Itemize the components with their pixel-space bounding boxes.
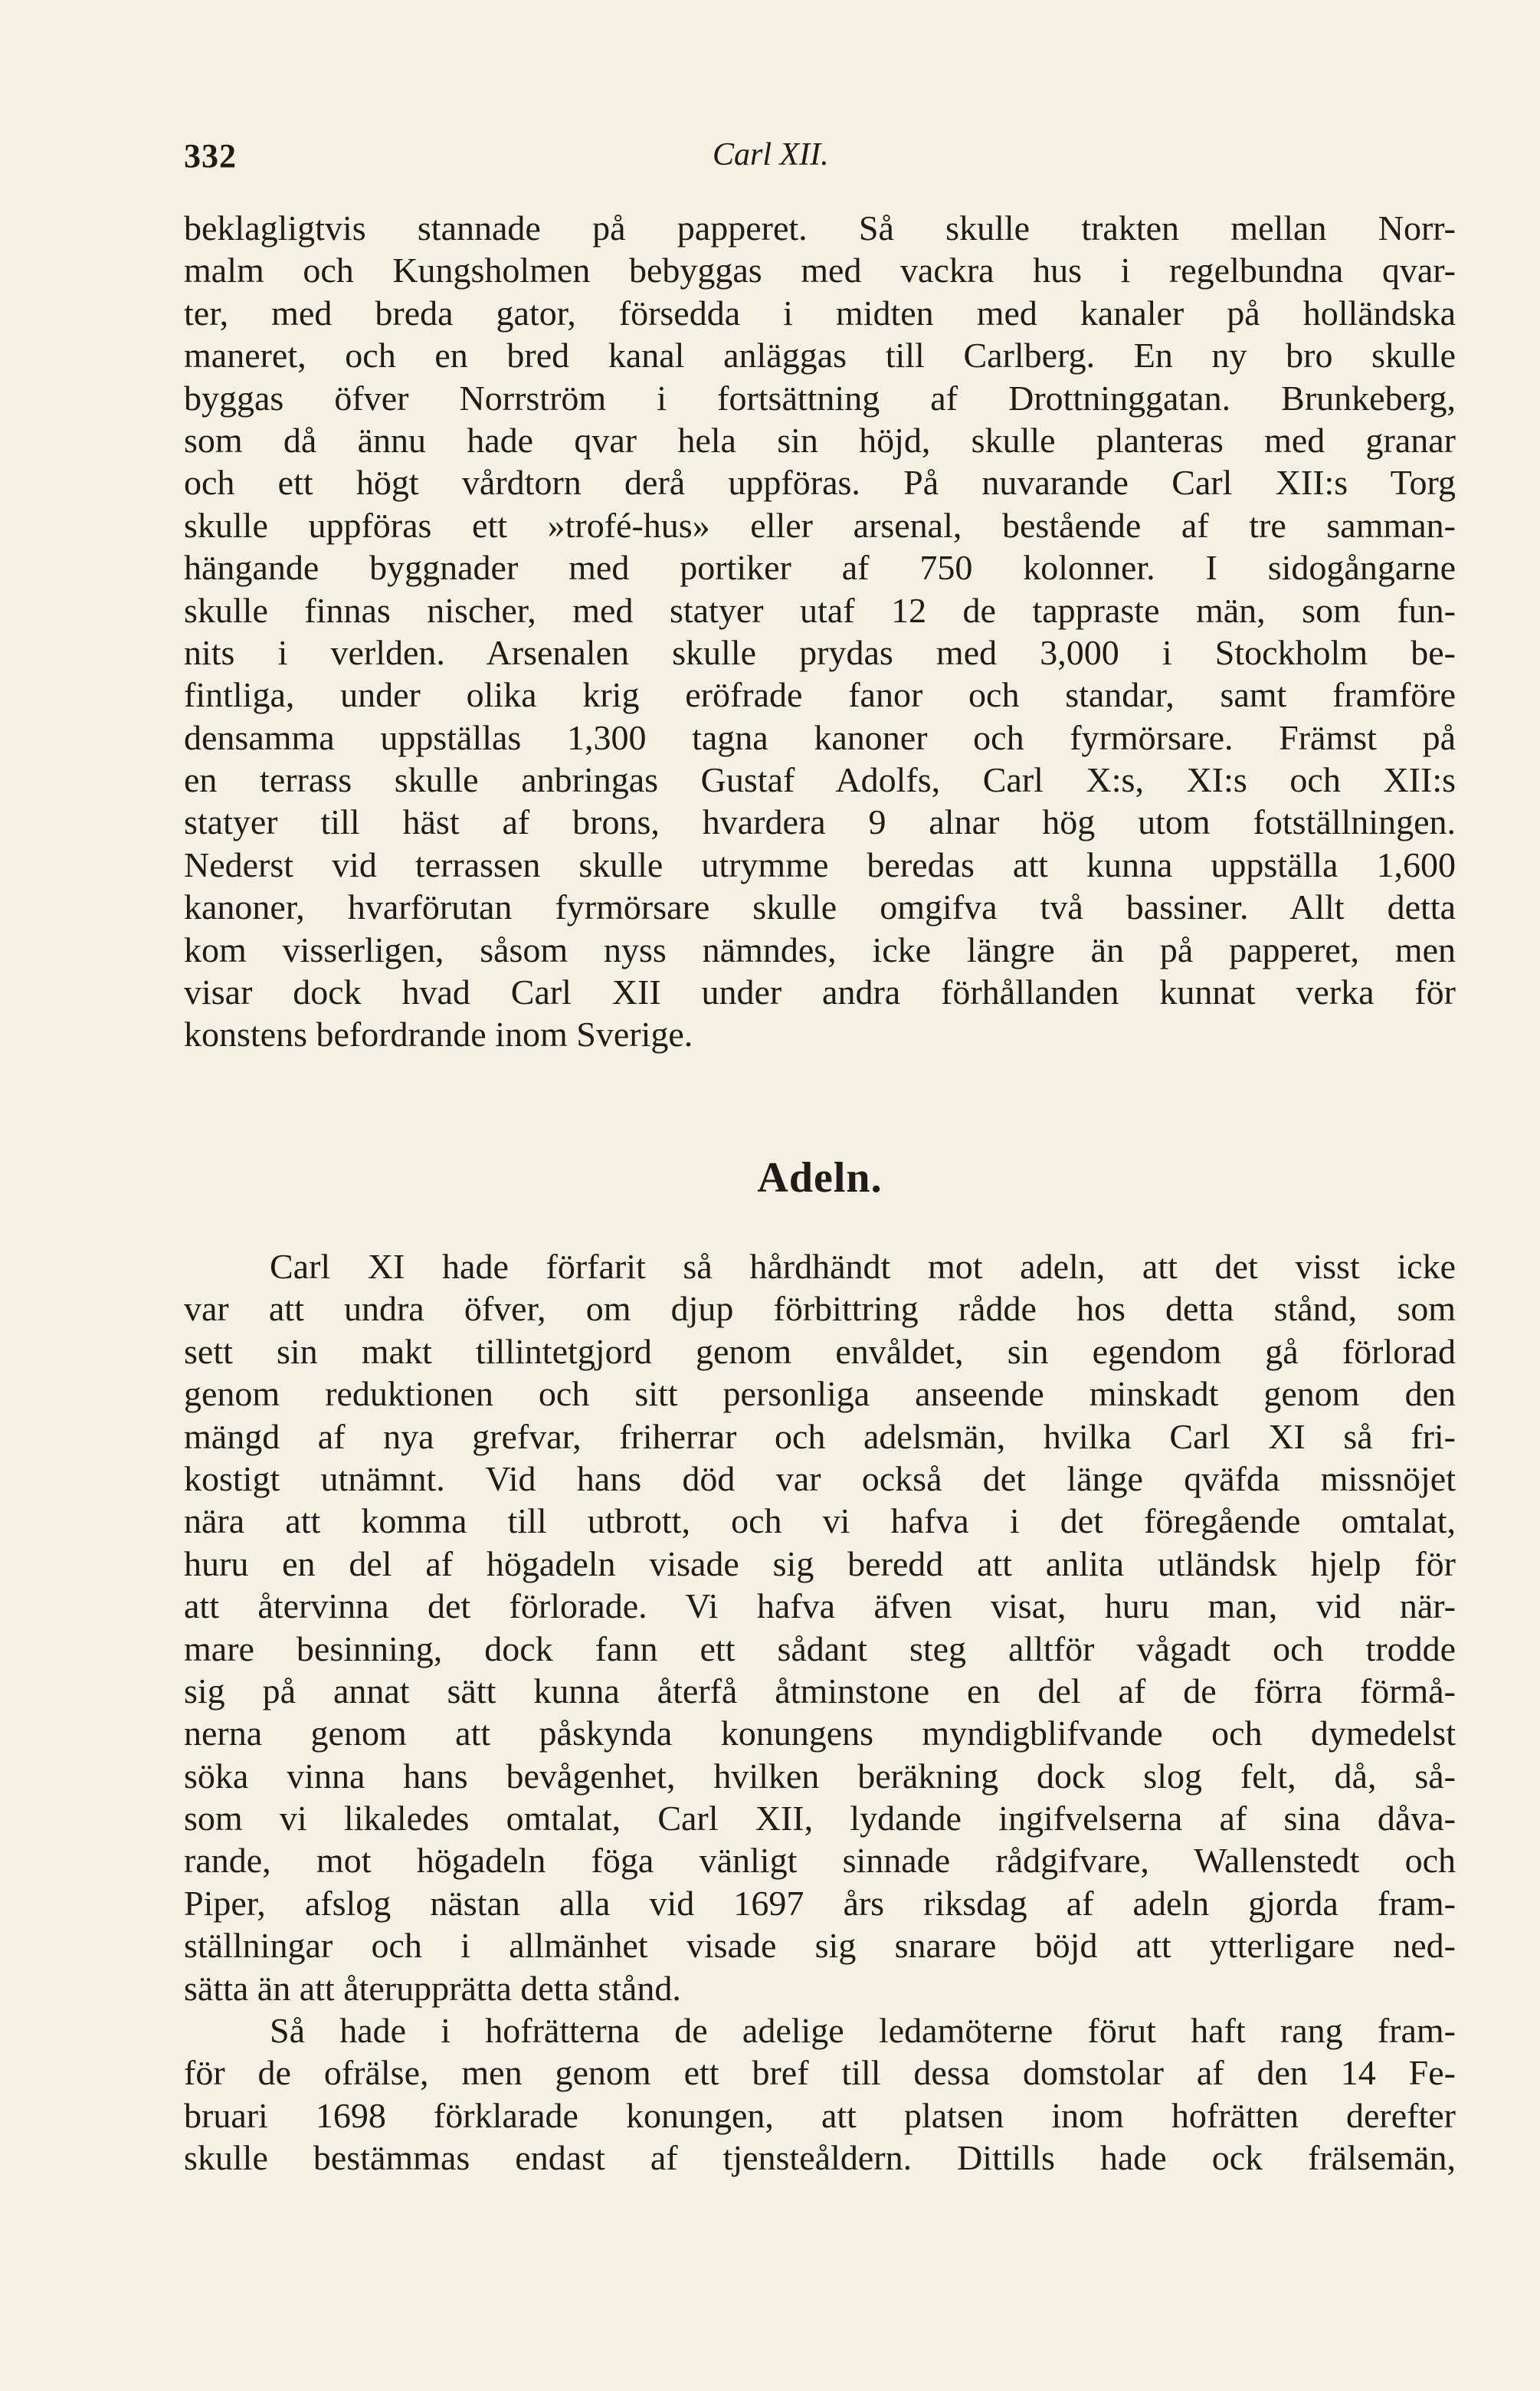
text-line: kanoner, hvarförutan fyrmörsare skulle omgifva två bassiner. Allt detta <box>184 887 1456 927</box>
text-line: kom visserligen, såsom nyss nämndes, icke längre än på papperet, men <box>184 930 1456 969</box>
text-line: malm och Kungsholmen bebyggas med vackra hus i regelbundna qvar- <box>184 251 1456 290</box>
text-line: skulle bestämmas endast af tjensteåldern. Dittills hade ock frälsemän, <box>184 2138 1456 2178</box>
text-line: Piper, afslog nästan alla vid 1697 års riksdag af adeln gjorda fram- <box>184 1883 1456 1923</box>
text-line: att återvinna det förlorade. Vi hafva äfven visat, huru man, vid när- <box>184 1586 1456 1626</box>
paragraph-arsenal-plans <box>184 207 1456 1056</box>
text-line: som vi likaledes omtalat, Carl XII, lydande ingifvelserna af sina dåva- <box>184 1799 1456 1838</box>
text-line: densamma uppställas 1,300 tagna kanoner och fyrmörsare. Främst på <box>184 717 1456 757</box>
text-line: hängande byggnader med portiker af 750 kolonner. I sidogångarne <box>184 548 1456 588</box>
text-line: nerna genom att påskynda konungens myndigblifvande och dymedelst <box>184 1714 1456 1753</box>
text-line: beklagligtvis stannade på papperet. Så skulle trakten mellan Norr- <box>184 208 1456 248</box>
page-number: 332 <box>184 137 237 175</box>
text-line: sig på annat sätt kunna återfå åtminstone en del af de förra förmå- <box>184 1671 1456 1710</box>
text-line: rande, mot högadeln föga vänligt sinnade rådgifvare, Wallenstedt och <box>184 1841 1456 1881</box>
text-line: byggas öfver Norrström i fortsättning af Drottninggatan. Brunkeberg, <box>184 378 1456 418</box>
text-line: sett sin makt tillintetgjord genom envåldet, sin egendom gå förlorad <box>184 1331 1456 1371</box>
text-line: kostigt utnämnt. Vid hans död var också det länge qväfda missnöjet <box>184 1458 1456 1498</box>
text-line: statyer till häst af brons, hvardera 9 alnar hög utom fotställningen. <box>184 802 1456 842</box>
text-line: maneret, och en bred kanal anläggas till Carlberg. En ny bro skulle <box>184 336 1456 376</box>
page-header <box>184 136 1456 182</box>
text-line: som då ännu hade qvar hela sin höjd, skulle planteras med granar <box>184 420 1456 460</box>
text-line: bruari 1698 förklarade konungen, att platsen inom hofrätten derefter <box>184 2095 1456 2135</box>
text-line: visar dock hvad Carl XII under andra förhållanden kunnat verka för <box>184 972 1456 1012</box>
text-line: nits i verlden. Arsenalen skulle prydas med 3,000 i Stockholm be- <box>184 632 1456 672</box>
paragraph-court-rank <box>184 2009 1456 2179</box>
text-line: skulle uppföras ett »trofé-hus» eller arsenal, bestående af tre samman- <box>184 505 1456 545</box>
text-line: för de ofrälse, men genom ett bref till dessa domstolar af den 14 Fe- <box>184 2053 1456 2093</box>
text-line: fintliga, under olika krig eröfrade fanor och standar, samt framföre <box>184 675 1456 715</box>
text-line: ställningar och i allmänhet visade sig snarare böjd att ytterligare ned- <box>184 1926 1456 1966</box>
text-line: mängd af nya grefvar, friherrar och adelsmän, hvilka Carl XI så fri- <box>184 1416 1456 1456</box>
text-line: skulle finnas nischer, med statyer utaf 12 de tappraste män, som fun- <box>184 590 1456 630</box>
text-line: konstens befordrande inom Sverige. <box>184 1015 693 1054</box>
text-line: Nederst vid terrassen skulle utrymme beredas att kunna uppställa 1,600 <box>184 845 1456 884</box>
paragraph-nobility <box>184 1245 1456 2009</box>
text-line: mare besinning, dock fann ett sådant steg alltför vågadt och trodde <box>184 1628 1456 1668</box>
text-line: Så hade i hofrätterna de adelige ledamöterne förut haft rang fram- <box>270 2011 1456 2051</box>
text-line: Carl XI hade förfarit så hårdhändt mot adeln, att det visst icke <box>270 1247 1456 1286</box>
text-line: nära att komma till utbrott, och vi hafva i det föregående omtalat, <box>184 1501 1456 1541</box>
text-line: en terrass skulle anbringas Gustaf Adolfs, Carl X:s, XI:s och XII:s <box>184 760 1456 800</box>
text-line: huru en del af högadeln visade sig beredd att anlita utländsk hjelp för <box>184 1543 1456 1583</box>
text-line: sätta än att återupprätta detta stånd. <box>184 1968 681 2008</box>
running-head: Carl XII. <box>713 137 829 172</box>
text-line: söka vinna hans bevågenhet, hvilken beräkning dock slog felt, då, så- <box>184 1756 1456 1796</box>
text-line: var att undra öfver, om djup förbittring rådde hos detta stånd, som <box>184 1289 1456 1329</box>
section-title: Adeln. <box>757 1154 883 1202</box>
text-line: och ett högt vårdtorn derå uppföras. På nuvarande Carl XII:s Torg <box>184 463 1456 503</box>
section-body <box>184 1245 1456 2179</box>
text-line: ter, med breda gator, försedda i midten med kanaler på holländska <box>184 293 1456 333</box>
text-line: genom reduktionen och sitt personliga anseende minskadt genom den <box>184 1374 1456 1414</box>
